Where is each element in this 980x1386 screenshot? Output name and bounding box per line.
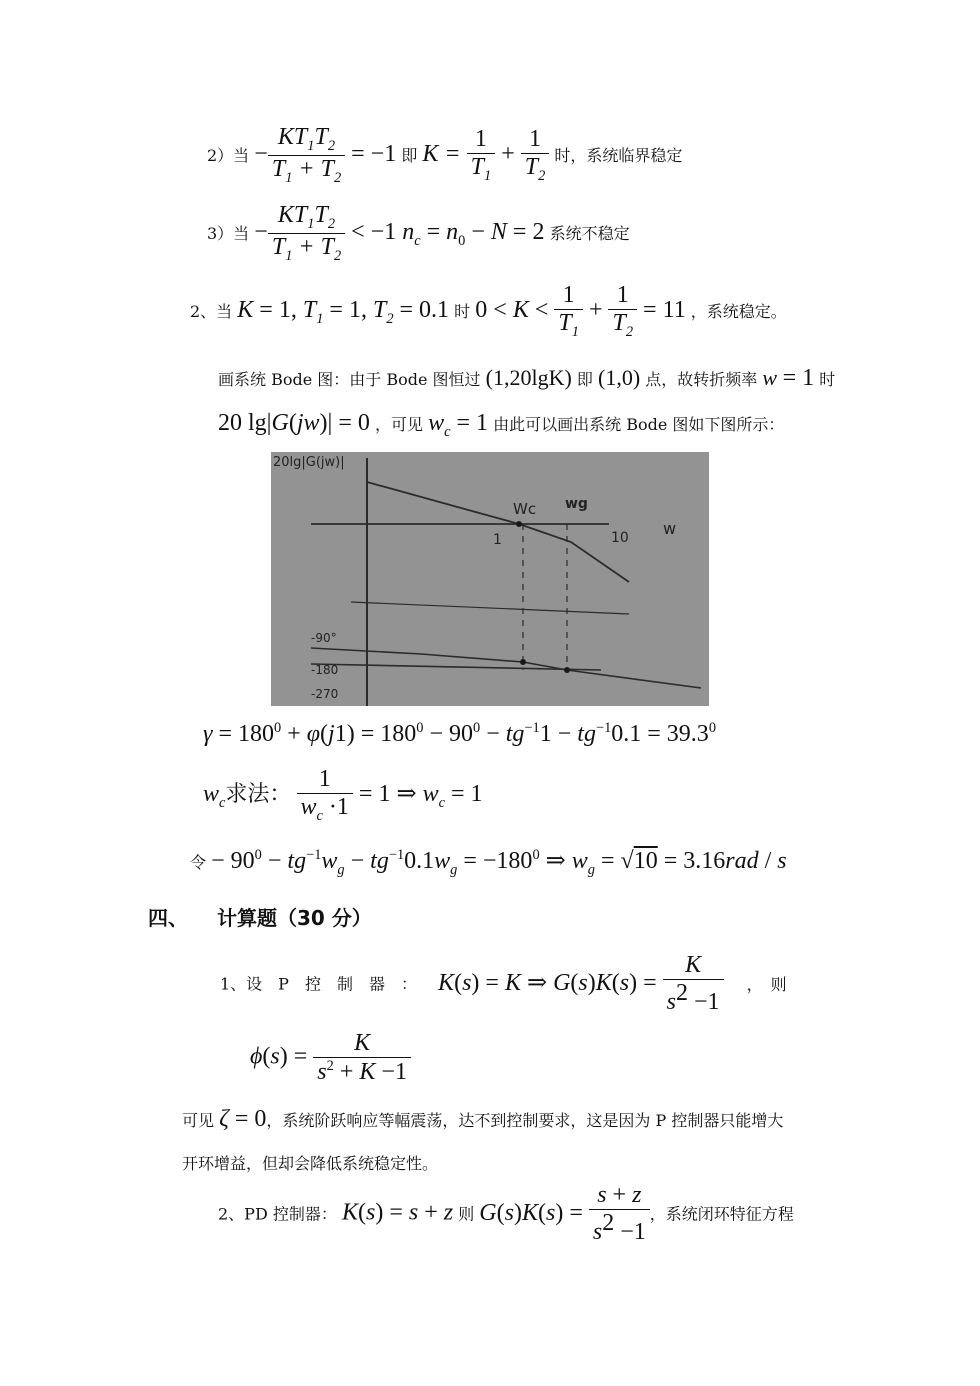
condition-3-formula: − $\frac{KT_1T_2}{T_1 + T_2}$ < −1 $n_c = n_0 - N = 2$ [254, 202, 545, 264]
bode-text-1-point1: (1,20lgK) [485, 365, 572, 390]
k-example-mid: 时 [454, 301, 471, 321]
pd-controller-then: 则 [458, 1204, 475, 1224]
condition-3-result: 系统不稳定 [549, 223, 630, 243]
p-controller-line [220, 952, 787, 1016]
condition-line-2 [207, 124, 682, 187]
k-example-result: ，系统稳定。 [690, 301, 787, 321]
bode-sketch-photo [271, 452, 709, 706]
pd-controller-intro: 2、PD 控制器： [218, 1204, 337, 1224]
conclusion-line-2: 开环增益，但却会降低系统稳定性。 [182, 1154, 439, 1173]
wc-symbol: $w_c$ [203, 780, 226, 811]
bode-text-2-magnitude: 20 lg|G(jw)| = 0 [218, 410, 370, 436]
sketch-wc-label: Wc [513, 500, 537, 518]
k-example-prefix: 2、当 [190, 301, 233, 321]
pd-controller-tail: ，系统闭环特征方程 [649, 1204, 794, 1224]
bode-text-1-point2: (1,0) [598, 365, 641, 390]
wc-method-line [203, 766, 483, 825]
bode-text-line-1 [218, 365, 835, 392]
zeta-formula: ζ = 0 [219, 1106, 267, 1132]
k-example-params: K = 1, $T_1 = 1$, $T_2 = 0.1$ [237, 296, 450, 327]
condition-2-tail: 即 [401, 145, 418, 165]
section-title: 计算题（30 分） [216, 906, 372, 930]
sketch-wg-label: wg [565, 496, 588, 512]
sketch-one-label: 1 [493, 532, 502, 548]
sketch-wc-phase-point [520, 659, 526, 665]
bode-text-2-part2: 由此可以画出系统 Bode 图如下图所示： [493, 415, 785, 434]
condition-line-3 [207, 202, 630, 265]
wc-method-label: 求法： [225, 781, 292, 807]
pd-controller-line [218, 1182, 794, 1246]
k-example-line [190, 282, 787, 341]
bode-text-2-wc: $w_c = 1$ [428, 410, 489, 440]
pd-controller-gk: G(s)K(s) = $\frac{s + z}{s^2 -1}$ [479, 1200, 649, 1226]
p-controller-then: ， 则 [746, 974, 787, 994]
wg-line [190, 846, 787, 879]
bode-text-1-w-eq: w = 1 [762, 365, 815, 391]
pd-controller-k: K(s) = s + z [341, 1199, 454, 1226]
conclusion-prefix: 可见 [182, 1111, 215, 1130]
bode-text-1-part1: 画系统 Bode 图：由于 Bode 图恒过 [218, 370, 481, 389]
sketch-top-label: 20lg|G(jw)| [273, 455, 345, 470]
k-example-range: 0 < K < $\frac{1}{T_1}$ + $\frac{1}{T_2}$ = 11 [475, 282, 686, 340]
section-heading [148, 902, 372, 931]
condition-2-formula: − $\frac{KT_1T_2}{T_1 + T_2}$ = −1 [254, 124, 397, 186]
sketch-deg90-label: -90° [311, 631, 337, 645]
conclusion-rest: ，系统阶跃响应等幅震荡，达不到控制要求，这是因为 P 控制器只能增大 [266, 1111, 784, 1130]
closed-loop-p-formula: ϕ(s) = $\frac{K}{s^2 + K -1}$ [250, 1030, 411, 1086]
section-number: 四、 [148, 906, 188, 930]
phase-margin-formula: $\gamma = 180^0 + \varphi(j1) = 180^0 - 90^0 - tg^{-1}1 - tg^{-1}0.1 = 39.3^0$ [203, 720, 717, 747]
sketch-w-label: w [663, 519, 677, 538]
sketch-deg180-label: -180 [311, 663, 339, 677]
p-controller-intro: 1、设 P 控 制 器 ： [220, 974, 417, 994]
condition-2-k-formula: K = $\frac{1}{T_1}$ + $\frac{1}{T_2}$ [422, 141, 549, 167]
sketch-ten-label: 10 [611, 530, 629, 546]
bode-text-line-2 [218, 410, 784, 441]
sketch-wc-point [516, 521, 522, 527]
sketch-deg270-label: -270 [311, 687, 339, 701]
wg-line-prefix: 令 [190, 853, 207, 872]
conclusion-line-1 [182, 1106, 783, 1133]
wc-method-formula: $\frac{1}{w_c \cdot 1}$ = 1 ⇒ $w_c = 1$ [297, 781, 483, 807]
bode-text-1-part3: 点，故转折频率 [645, 370, 758, 389]
bode-text-2-part1: ，可见 [374, 415, 423, 434]
wg-formula: − $90^0 - tg^{-1}w_g - tg^{-1}0.1w_g = -180^0$ ⇒ $w_g = √10 = 3.16rad / s$ [211, 847, 787, 878]
condition-3-prefix: 3）当 [207, 223, 250, 243]
condition-2-result: 时，系统临界稳定 [554, 145, 683, 165]
bode-text-1-part4: 时 [819, 370, 836, 389]
p-controller-formula: K(s) = K ⇒ G(s)K(s) = $\frac{K}{s^2 -1}$ [438, 970, 723, 996]
sketch-wg-phase-point [564, 667, 570, 673]
bode-text-1-part2: 即 [576, 370, 593, 389]
condition-2-prefix: 2）当 [207, 145, 250, 165]
